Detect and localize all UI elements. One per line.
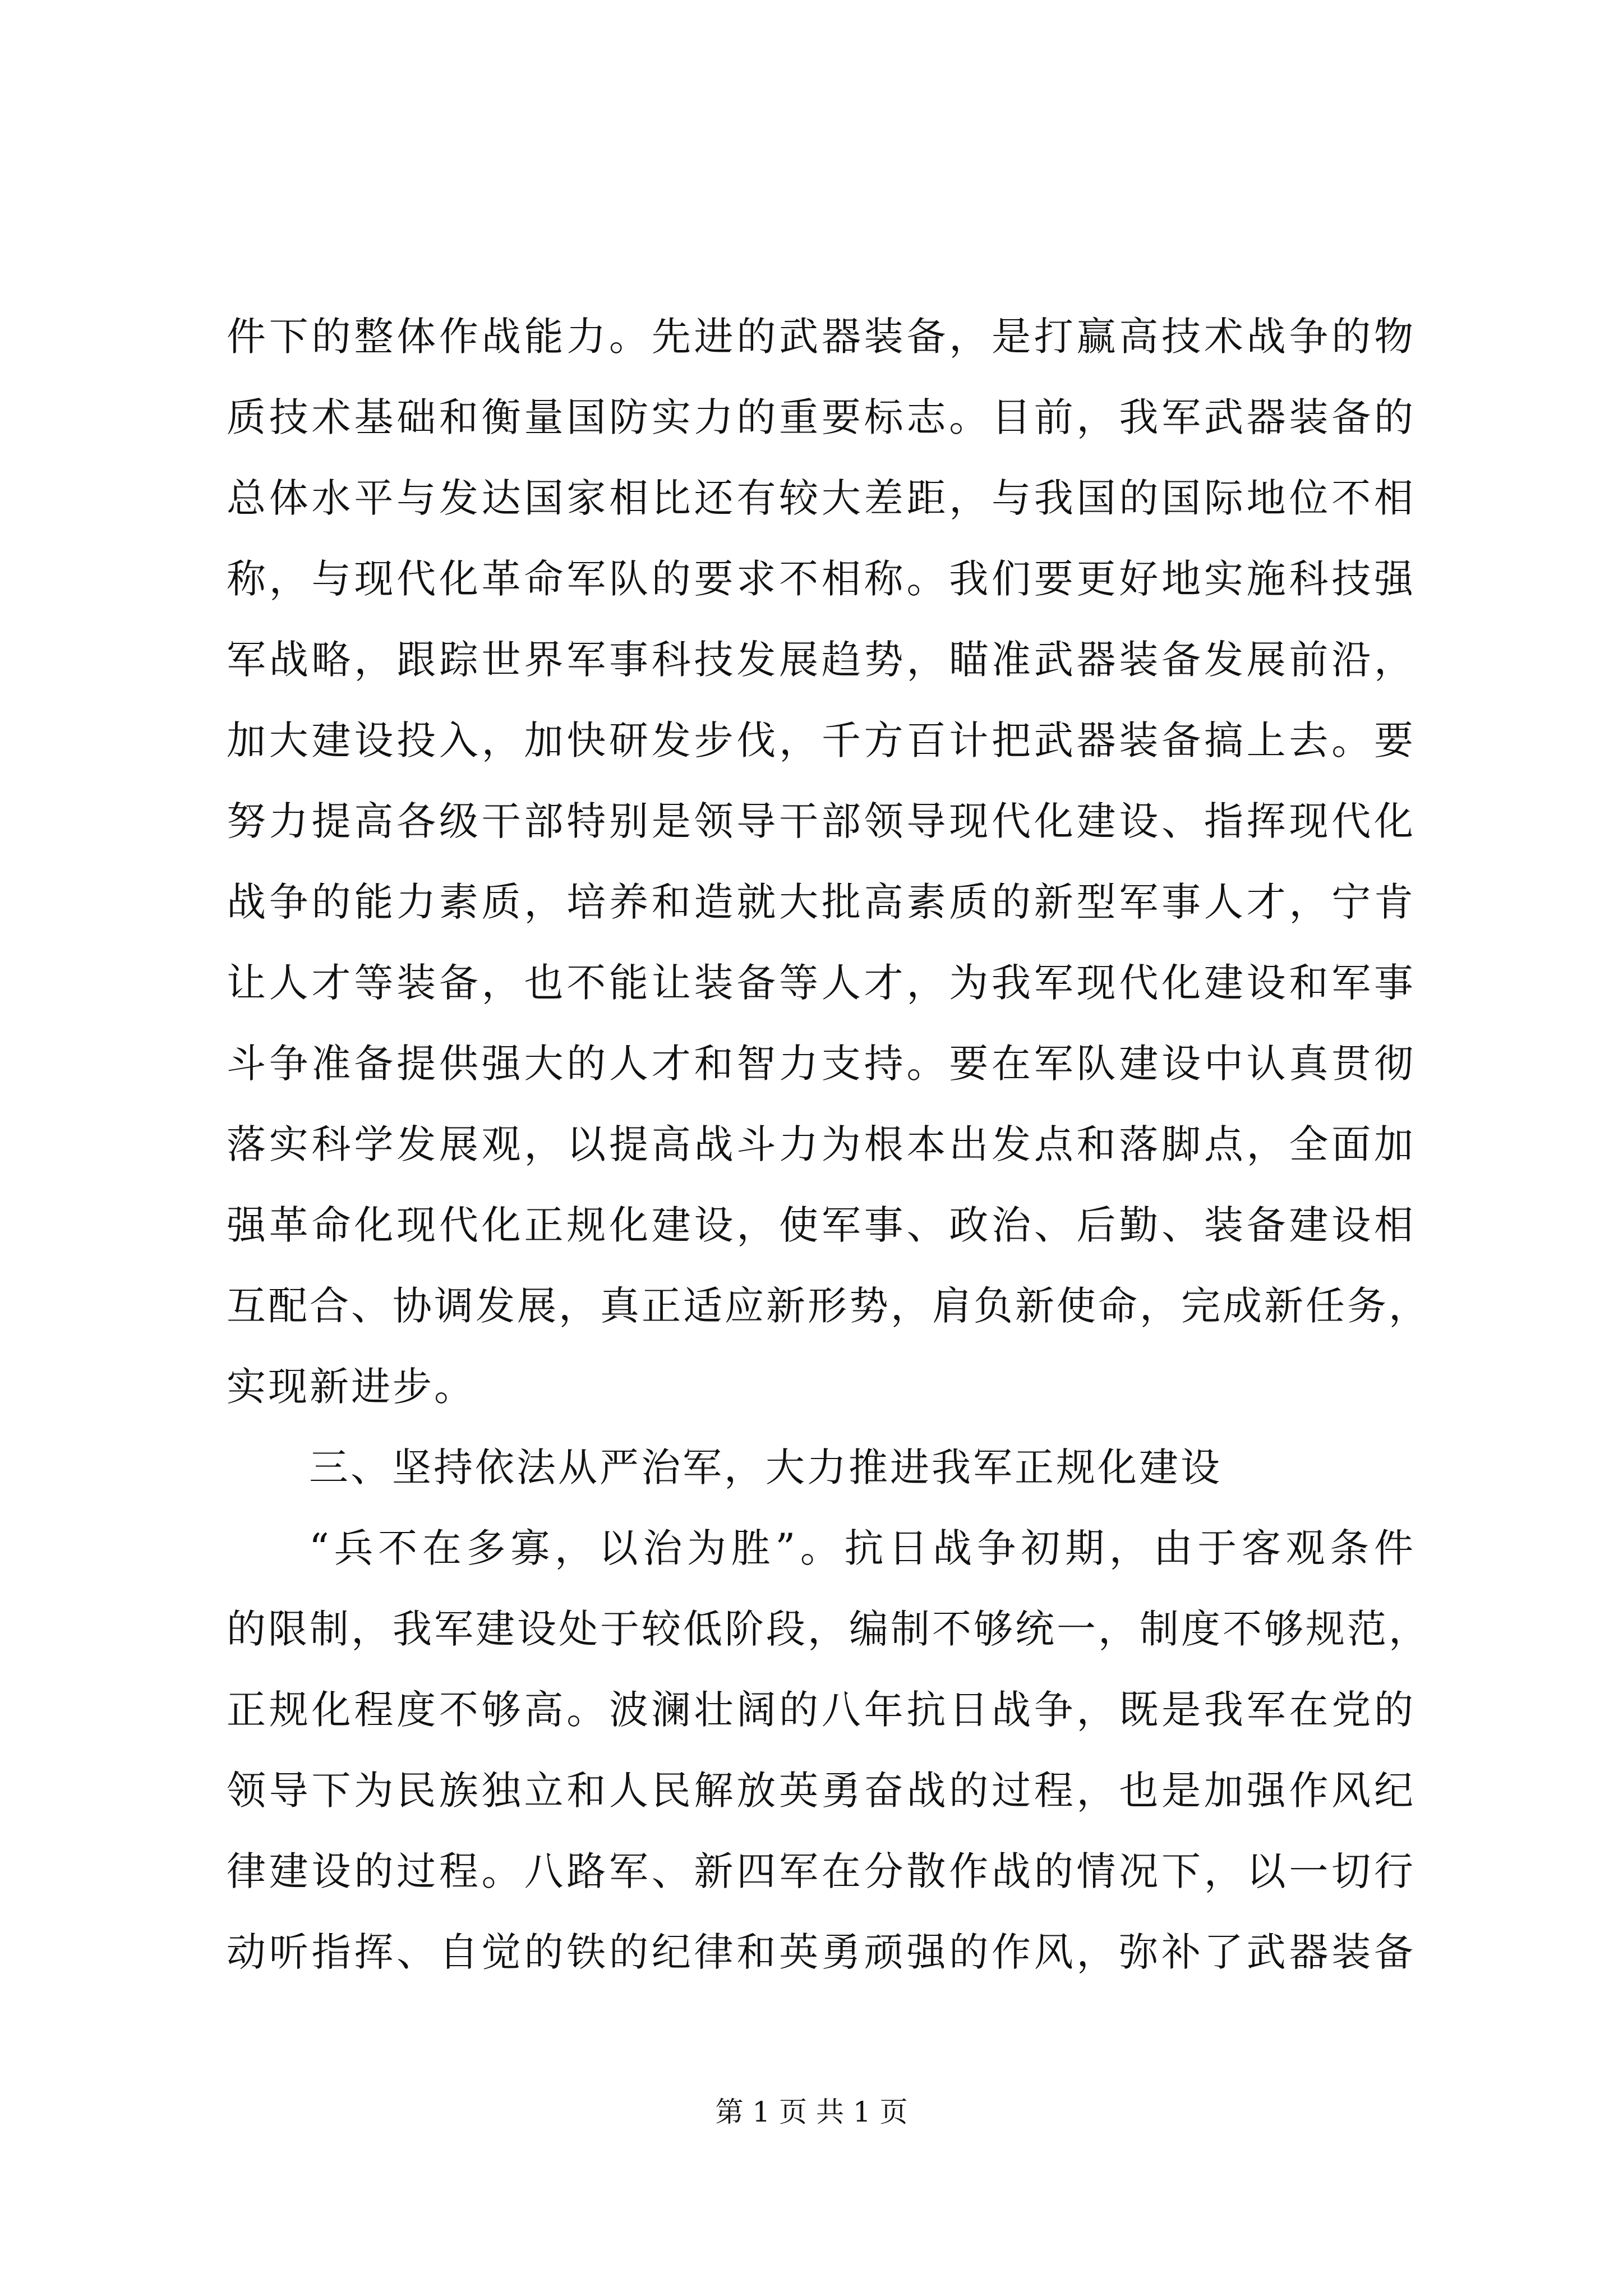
text-line: 战争的能力素质，培养和造就大批高素质的新型军事人才，宁肯 (227, 879, 1415, 925)
text-line: 加大建设投入，加快研发步伐，千方百计把武器装备搞上去。要 (227, 717, 1415, 763)
text-line: 律建设的过程。八路军、新四军在分散作战的情况下，以一切行 (227, 1848, 1415, 1894)
text-line: 动听指挥、自觉的铁的纪律和英勇顽强的作风，弥补了武器装备 (227, 1929, 1415, 1975)
text-line: “兵不在多寡，以治为胜”。抗日战争初期，由于客观条件 (309, 1525, 1415, 1571)
text-line: 让人才等装备，也不能让装备等人才，为我军现代化建设和军事 (227, 960, 1415, 1006)
text-line: 质技术基础和衡量国防实力的重要标志。目前，我军武器装备的 (227, 394, 1415, 440)
text-line: 的限制，我军建设处于较低阶段，编制不够统一，制度不够规范， (227, 1606, 1430, 1652)
text-line: 领导下为民族独立和人民解放英勇奋战的过程，也是加强作风纪 (227, 1768, 1415, 1814)
text-line: 强革命化现代化正规化建设，使军事、政治、后勤、装备建设相 (227, 1202, 1415, 1248)
text-line: 斗争准备提供强大的人才和智力支持。要在军队建设中认真贯彻 (227, 1041, 1415, 1087)
text-line: 实现新进步。 (227, 1364, 476, 1410)
section-heading: 三、坚持依法从严治军，大力推进我军正规化建设 (309, 1444, 1222, 1490)
text-line: 军战略，跟踪世界军事科技发展趋势，瞄准武器装备发展前沿， (227, 637, 1415, 683)
text-line: 总体水平与发达国家相比还有较大差距，与我国的国际地位不相 (227, 475, 1415, 521)
text-line: 正规化程度不够高。波澜壮阔的八年抗日战争，既是我军在党的 (227, 1687, 1415, 1733)
text-line: 努力提高各级干部特别是领导干部领导现代化建设、指挥现代化 (227, 798, 1415, 844)
text-line: 落实科学发展观，以提高战斗力为根本出发点和落脚点，全面加 (227, 1121, 1415, 1167)
text-line: 件下的整体作战能力。先进的武器装备，是打赢高技术战争的物 (227, 314, 1415, 360)
document-body (227, 296, 1430, 1993)
page-footer: 第 1 页 共 1 页 (715, 2096, 908, 2128)
text-line: 互配合、协调发展，真正适应新形势，肩负新使命，完成新任务， (227, 1283, 1430, 1329)
text-line: 称，与现代化革命军队的要求不相称。我们要更好地实施科技强 (227, 556, 1415, 602)
